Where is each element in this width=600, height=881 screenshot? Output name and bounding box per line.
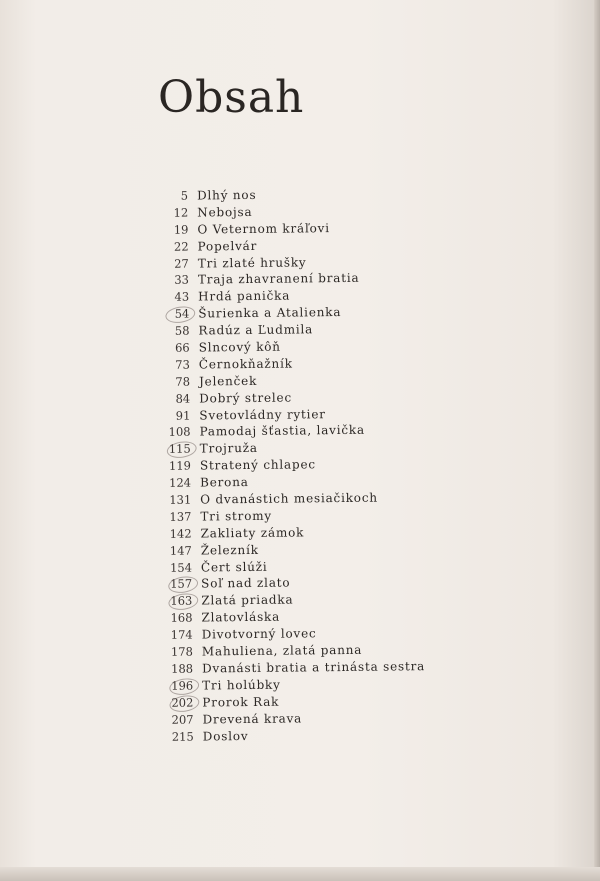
toc-entry-title: Popelvár [197, 238, 258, 254]
toc-page-number: 188 [171, 661, 194, 676]
toc-entry-title: Stratený chlapec [199, 457, 316, 473]
toc-page-number: 12 [173, 205, 189, 220]
toc-page-number: 78 [175, 374, 191, 389]
page-bottom-edge [0, 867, 600, 881]
page-edge-shadow [594, 0, 600, 881]
toc-page-number: 154 [169, 560, 193, 575]
toc-page-number: 168 [170, 610, 193, 626]
toc-entry-title: Zakliaty zámok [200, 525, 305, 541]
toc-entry-title: Čert slúži [200, 559, 268, 575]
toc-page-number: 5 [180, 188, 189, 203]
toc-entry-title: O dvanástich mesiačikoch [200, 490, 378, 507]
toc-page-number: 163 [154, 593, 201, 610]
table-of-contents [150, 185, 476, 746]
toc-page-number: 27 [174, 256, 189, 271]
toc-entry-title: Mahuliena, zlatá panna [201, 642, 363, 659]
toc-page-number: 215 [171, 729, 194, 744]
toc-page-number: 137 [169, 509, 192, 524]
toc-page-number: 124 [169, 475, 192, 490]
toc-page-number: 119 [168, 458, 191, 474]
toc-page-number: 207 [171, 712, 194, 727]
toc-entry-title: Dlhý nos [197, 187, 257, 203]
toc-page-number: 54 [151, 306, 198, 323]
toc-entry-title: O Veternom kráľovi [197, 220, 330, 237]
toc-page-number: 66 [174, 340, 190, 355]
toc-entry-title: Nebojsa [197, 204, 253, 220]
toc-page-number: 33 [174, 273, 190, 288]
toc-entry-title: Svetovládny rytier [199, 406, 326, 423]
toc-page-number: 73 [175, 357, 190, 372]
toc-entry-title: Šurienka a Atalienka [198, 305, 342, 321]
toc-entry-title: Radúz a Ľudmila [198, 322, 314, 338]
toc-entry-title: Tri zlaté hrušky [197, 254, 307, 271]
toc-entry-title: Dobrý strelec [199, 390, 293, 406]
toc-entry-title: Hrdá panička [198, 288, 291, 304]
toc-page-number: 22 [173, 239, 189, 254]
toc-page-number: 196 [155, 677, 202, 694]
toc-page-number: 147 [169, 543, 192, 558]
toc-page-number: 115 [153, 441, 200, 458]
toc-page-number: 84 [175, 391, 191, 406]
toc-page-number: 108 [168, 425, 191, 440]
toc-entry-title: Zlatá priadka [201, 592, 294, 608]
toc-page-number: 91 [175, 408, 191, 423]
toc-entry-title: Železník [200, 542, 259, 558]
toc-entry-title: Soľ nad zlato [201, 576, 291, 591]
toc-entry-title: Berona [200, 475, 249, 490]
toc-entry-title: Trojruža [199, 441, 258, 456]
toc-entry-title: Doslov [202, 728, 249, 743]
toc-entry-title: Traja zhavranení bratia [197, 271, 360, 287]
toc-entry-title: Divotvorný lovec [201, 626, 317, 642]
toc-entry-title: Zlatovláska [201, 609, 281, 625]
toc-page-number: 19 [173, 222, 189, 237]
toc-entry-title: Pamodaj šťastia, lavička [199, 423, 365, 439]
toc-page-number: 174 [170, 627, 193, 642]
toc-entry-title: Drevená krava [202, 711, 303, 727]
toc-page-number: 58 [174, 323, 190, 338]
toc-entry-title: Tri stromy [200, 508, 273, 524]
toc-entry-title: Slncový kôň [198, 339, 281, 355]
toc-entry-title: Prorok Rak [202, 694, 280, 710]
toc-entry-title: Dvanásti bratia a trinásta sestra [201, 659, 426, 676]
toc-page-number: 131 [169, 492, 192, 507]
toc-entry-title: Jelenček [198, 373, 258, 389]
toc-page-number: 142 [169, 526, 192, 541]
page-title: Obsah [158, 72, 305, 123]
toc-page-number: 178 [170, 644, 193, 659]
toc-entry-title: Tri holúbky [202, 677, 281, 693]
toc-page-number: 43 [174, 289, 190, 305]
toc-entry-title: Černokňažník [198, 356, 293, 372]
toc-entry [156, 725, 476, 745]
toc-page-number: 202 [155, 694, 202, 711]
toc-page-number: 157 [154, 576, 201, 593]
